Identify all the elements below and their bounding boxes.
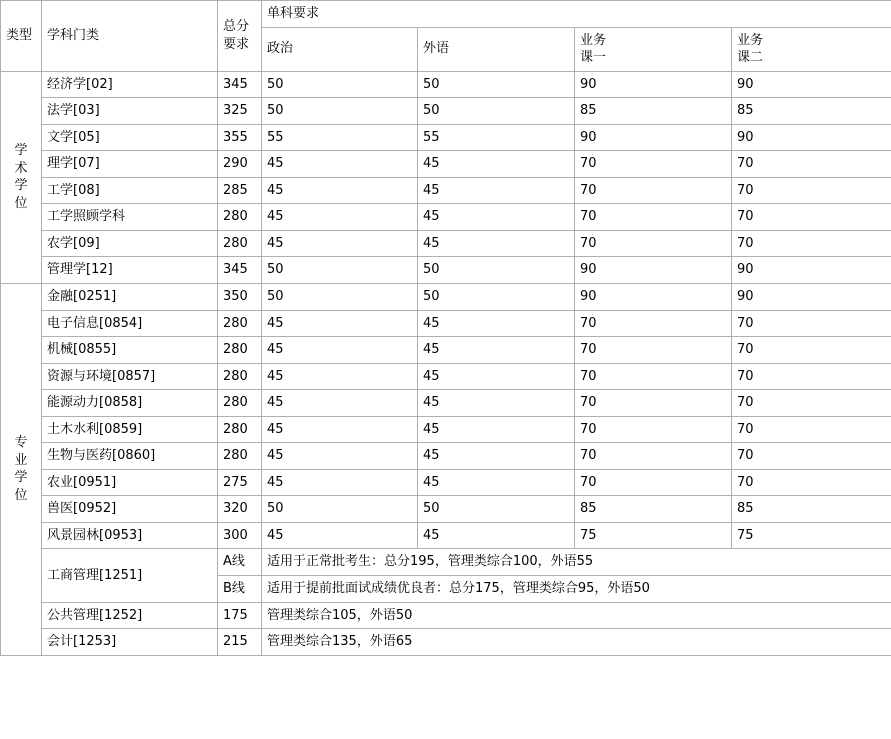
table-row [1,310,891,337]
foreign-score: 45 [418,230,575,257]
table-row [1,337,891,364]
table-row [1,257,891,284]
subject-two-score: 70 [732,151,891,178]
category-char: 专 [14,435,28,451]
discipline-name: 工学照顾学科 [42,204,218,231]
foreign-score: 45 [418,522,575,549]
politics-score: 45 [262,151,418,178]
foreign-score: 45 [418,416,575,443]
category-char: 业 [14,452,28,468]
table-row [1,177,891,204]
total-score: 280 [218,363,262,390]
total-score: 280 [218,204,262,231]
header-subject-one [575,27,732,71]
discipline-name: 能源动力[0858] [42,390,218,417]
foreign-score: 50 [418,257,575,284]
discipline-name: 电子信息[0854] [42,310,218,337]
discipline-name: 兽医[0952] [42,496,218,523]
discipline-name: 金融[0251] [42,284,218,311]
foreign-score: 45 [418,363,575,390]
discipline-name: 管理学[12] [42,257,218,284]
subject-one-score: 70 [575,151,732,178]
politics-score: 50 [262,284,418,311]
subject-two-score: 70 [732,310,891,337]
foreign-score: 50 [418,284,575,311]
politics-score: 45 [262,177,418,204]
subject-two-score: 90 [732,284,891,311]
category-char: 学 [14,470,28,486]
discipline-name: 农业[0951] [42,469,218,496]
foreign-score: 45 [418,310,575,337]
header-total-score [218,1,262,72]
subject-one-score: 70 [575,390,732,417]
discipline-name: 公共管理[1252] [42,602,218,629]
subject-one-score: 85 [575,496,732,523]
total-score: 290 [218,151,262,178]
category-cell-professional [1,284,42,656]
score-line-label: A线 [218,549,262,576]
foreign-score: 50 [418,496,575,523]
category-char: 位 [14,487,28,503]
subject-one-score: 70 [575,310,732,337]
subject-two-score: 90 [732,124,891,151]
subject-one-score: 70 [575,230,732,257]
table-row [1,124,891,151]
subject-two-score: 75 [732,522,891,549]
table-row [1,151,891,178]
header-single-subject: 单科要求 [262,1,891,28]
foreign-score: 45 [418,204,575,231]
subject-two-score: 85 [732,98,891,125]
subject-two-score: 70 [732,363,891,390]
politics-score: 45 [262,522,418,549]
total-score: 280 [218,310,262,337]
discipline-name: 生物与医药[0860] [42,443,218,470]
subject-two-score: 70 [732,230,891,257]
politics-score: 45 [262,310,418,337]
discipline-name: 文学[05] [42,124,218,151]
requirement-note: 适用于正常批考生：总分195，管理类综合100，外语55 [262,549,891,576]
table-row [1,549,891,576]
discipline-name: 工学[08] [42,177,218,204]
total-score: 175 [218,602,262,629]
total-score: 280 [218,230,262,257]
subject-two-score: 90 [732,257,891,284]
subject-two-score: 70 [732,337,891,364]
table-row [1,522,891,549]
politics-score: 50 [262,71,418,98]
total-score: 355 [218,124,262,151]
subject-two-score: 70 [732,204,891,231]
discipline-name: 理学[07] [42,151,218,178]
table-header-row [1,1,891,28]
table-row [1,390,891,417]
foreign-score: 55 [418,124,575,151]
discipline-name: 农学[09] [42,230,218,257]
subject-one-score: 70 [575,469,732,496]
header-subject-two-line2: 课二 [737,50,764,66]
table-row [1,204,891,231]
total-score: 275 [218,469,262,496]
header-total-line1: 总分 [223,19,250,35]
table-row [1,443,891,470]
politics-score: 50 [262,496,418,523]
subject-one-score: 70 [575,416,732,443]
category-char: 术 [14,160,28,176]
table-row [1,629,891,656]
header-subject-one-line2: 课一 [580,50,607,66]
subject-two-score: 85 [732,496,891,523]
total-score: 350 [218,284,262,311]
total-score: 320 [218,496,262,523]
requirement-note: 适用于提前批面试成绩优良者：总分175，管理类综合95，外语50 [262,576,891,603]
category-cell-academic [1,71,42,283]
table-row [1,469,891,496]
subject-one-score: 70 [575,443,732,470]
politics-score: 55 [262,124,418,151]
foreign-score: 45 [418,390,575,417]
subject-two-score: 70 [732,469,891,496]
politics-score: 50 [262,98,418,125]
table-row [1,98,891,125]
discipline-name: 风景园林[0953] [42,522,218,549]
header-type: 类型 [1,1,42,72]
discipline-name: 资源与环境[0857] [42,363,218,390]
foreign-score: 45 [418,177,575,204]
discipline-name: 会计[1253] [42,629,218,656]
table-row [1,363,891,390]
requirement-note: 管理类综合135，外语65 [262,629,891,656]
subject-one-score: 70 [575,177,732,204]
politics-score: 50 [262,257,418,284]
category-char: 学 [14,178,28,194]
header-subject-two [732,27,891,71]
foreign-score: 45 [418,469,575,496]
subject-two-score: 70 [732,177,891,204]
foreign-score: 45 [418,337,575,364]
politics-score: 45 [262,363,418,390]
subject-two-score: 90 [732,71,891,98]
subject-one-score: 90 [575,284,732,311]
total-score: 325 [218,98,262,125]
subject-one-score: 75 [575,522,732,549]
politics-score: 45 [262,230,418,257]
table-row [1,416,891,443]
header-discipline: 学科门类 [42,1,218,72]
discipline-name: 法学[03] [42,98,218,125]
subject-one-score: 90 [575,71,732,98]
score-line-label: B线 [218,576,262,603]
discipline-name: 工商管理[1251] [42,549,218,602]
subject-one-score: 70 [575,204,732,231]
table-row [1,496,891,523]
total-score: 215 [218,629,262,656]
total-score: 345 [218,71,262,98]
total-score: 345 [218,257,262,284]
header-subject-one-line1: 业务 [580,32,607,48]
subject-one-score: 70 [575,363,732,390]
politics-score: 45 [262,416,418,443]
table-row [1,284,891,311]
foreign-score: 45 [418,443,575,470]
discipline-name: 机械[0855] [42,337,218,364]
table-row [1,71,891,98]
foreign-score: 45 [418,151,575,178]
total-score: 280 [218,337,262,364]
subject-two-score: 70 [732,390,891,417]
total-score: 280 [218,390,262,417]
discipline-name: 经济学[02] [42,71,218,98]
category-char: 位 [14,195,28,211]
politics-score: 45 [262,469,418,496]
politics-score: 45 [262,390,418,417]
total-score: 285 [218,177,262,204]
table-row [1,230,891,257]
requirement-note: 管理类综合105，外语50 [262,602,891,629]
subject-two-score: 70 [732,416,891,443]
discipline-name: 土木水利[0859] [42,416,218,443]
subject-one-score: 90 [575,124,732,151]
foreign-score: 50 [418,98,575,125]
category-char: 学 [14,143,28,159]
header-subject-two-line1: 业务 [737,32,764,48]
total-score: 280 [218,416,262,443]
header-foreign-language: 外语 [418,27,575,71]
subject-one-score: 90 [575,257,732,284]
total-score: 300 [218,522,262,549]
total-score: 280 [218,443,262,470]
table-row [1,602,891,629]
politics-score: 45 [262,204,418,231]
foreign-score: 50 [418,71,575,98]
subject-one-score: 85 [575,98,732,125]
subject-one-score: 70 [575,337,732,364]
politics-score: 45 [262,443,418,470]
header-total-line2: 要求 [223,36,250,52]
header-politics: 政治 [262,27,418,71]
subject-two-score: 70 [732,443,891,470]
politics-score: 45 [262,337,418,364]
